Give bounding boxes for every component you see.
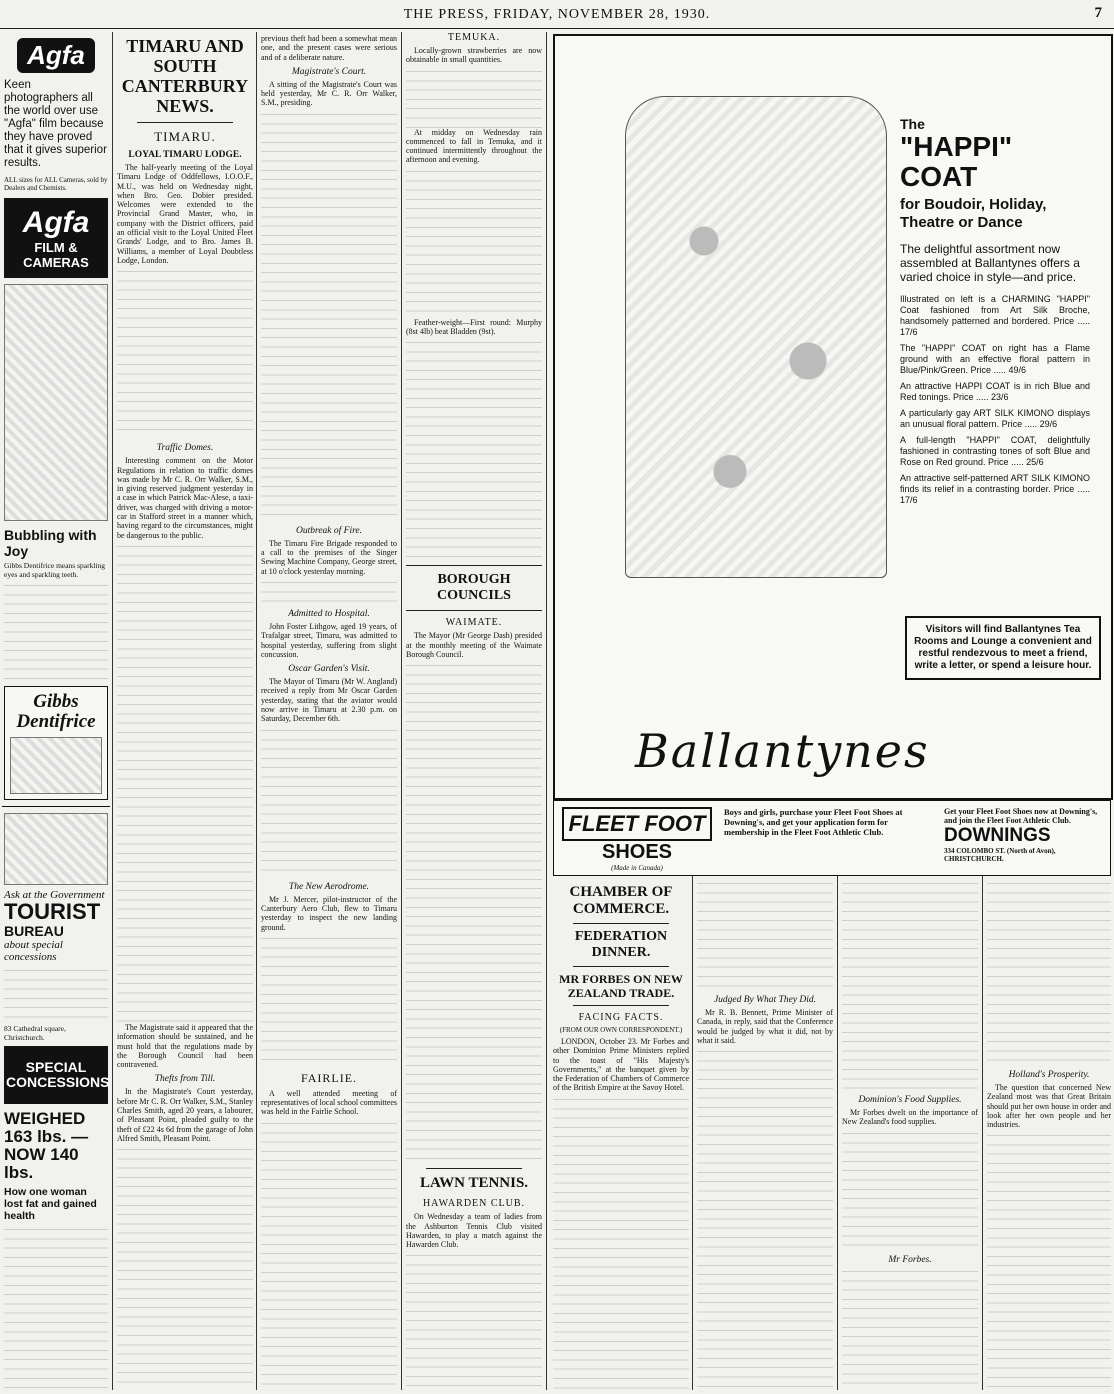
column-chamber-3: [842, 880, 978, 1390]
masthead-title: THE PRESS, FRIDAY, NOVEMBER 28, 1930.: [403, 7, 711, 22]
article-continued: [553, 1096, 689, 1390]
article-paragraph: The question that concerned New Zealand most was that Great Britain should put her own house in order and look after her own people and her industries.: [987, 1083, 1111, 1130]
tourist-body: [4, 967, 108, 1022]
happi-ad-copy: [900, 116, 1090, 511]
article-continued: [842, 1268, 978, 1390]
happi-item-5: A full-length "HAPPI" COAT, delightfully fashioned in contrasting tones of soft Blue and Rose on Red ground. Price ..... 25/6: [900, 435, 1090, 467]
gibbs-body: [4, 582, 108, 682]
chamber-heading: CHAMBER OF COMMERCE.: [569, 884, 673, 917]
column-chamber-4: [987, 880, 1111, 1390]
subhead-mr-forbes: Mr Forbes.: [888, 1254, 932, 1265]
article-paragraph: Mr Forbes dwelt on the importance of New Zealand's food supplies.: [842, 1108, 978, 1127]
column-rule: [546, 32, 547, 1390]
column-rule: [982, 810, 983, 1390]
article-paragraph: In the Magistrate's Court yesterday, before Mr C. R. Orr Walker, S.M., Stanley Charles Smith, aged 20 years, a labourer, of Pleasant Point, pleaded guilty to the theft of £22 4s 6d from the garage of John Alfred Smith, Pleasant Point.: [117, 1087, 253, 1143]
article-paragraph: On Wednesday a team of ladies from the Ashburton Tennis Club visited Hawarden, to play a match against the Hawarden Club.: [406, 1212, 542, 1250]
fleet-foot-logo: [562, 807, 712, 872]
column-rule: [112, 32, 113, 1390]
subhead-thefts: Thefts from Till.: [154, 1074, 216, 1085]
article-continued: [261, 1120, 397, 1390]
subhead-new-aerodrome: The New Aerodrome.: [288, 881, 370, 892]
article-continued: [697, 1048, 833, 1390]
downings-address: 334 COLOMBO ST. (North of Avon), CHRISTCHURCH.: [944, 847, 1056, 863]
tourist-heading: TOURIST: [4, 899, 101, 924]
tourist-sub: about special concessions: [4, 939, 63, 963]
article-paragraph: Locally-grown strawberries are now obtainable in small quantities.: [406, 46, 542, 65]
from-correspondent: (FROM OUR OWN CORRESPONDENT.): [559, 1026, 683, 1034]
shoes-text: SHOES: [601, 841, 673, 863]
article-continued: [261, 727, 397, 877]
left-ads-column: [2, 34, 110, 1390]
happi-the: The: [900, 116, 925, 132]
column-temuka: [406, 30, 542, 1390]
downings-name: DOWNINGS: [944, 825, 1051, 846]
happi-item-2: The "HAPPI" COAT on right has a Flame ground with an effective floral pattern in Blue/Pink/Green. Price ..... 49/6: [900, 343, 1090, 375]
article-paragraph: Mr J. Mercer, pilot-instructor of the Canterbury Aero Club, flew to Timaru yesterday to inspect the new landing ground.: [261, 894, 397, 932]
fleet-foot-ad: [553, 800, 1111, 876]
subhead-magistrates-court: Magistrate's Court.: [291, 66, 367, 77]
gibbs-logo: Gibbs Dentifrice: [16, 691, 96, 732]
article-paragraph: At midday on Wednesday rain commenced to fall in Temuka, and it continued intermittently throughout the afternoon and evening.: [406, 127, 542, 165]
section-timaru: TIMARU.: [154, 129, 216, 144]
article-continued: [117, 543, 253, 1023]
article-continued: [406, 68, 542, 128]
article-continued: [406, 168, 542, 318]
article-continued: [987, 880, 1111, 1065]
column-timaru: [117, 34, 253, 1390]
article-paragraph: Mr R. B. Bennett, Prime Minister of Canada, in reply, said that the Conference would be judged by what it did, not by what it said.: [697, 1008, 833, 1045]
headline-line2: CANTERBURY NEWS.: [121, 76, 249, 116]
agfa-logo: Agfa: [17, 38, 95, 73]
article-continued: [406, 662, 542, 1162]
article-continued: [261, 935, 397, 1065]
column-rule: [692, 810, 693, 1390]
article-paragraph: A well attended meeting of representatives of local school committees was held in the Fairlie School.: [261, 1088, 397, 1117]
page-number: 7: [1094, 5, 1102, 21]
subhead-oscar-garden: Oscar Garden's Visit.: [288, 664, 370, 675]
article-continued: [406, 339, 542, 559]
made-in-canada: (Made in Canada): [611, 864, 663, 872]
article-paragraph: A sitting of the Magistrate's Court was held yesterday, Mr C. R. Orr Walker, S.M., presiding.: [261, 79, 397, 108]
fleet-foot-middle: Boys and girls, purchase your Fleet Foot Shoes at Downing's, and get your application form for membership in the Fleet Foot Athletic Club.: [724, 807, 903, 837]
tourist-bureau: BUREAU: [4, 923, 64, 939]
gibbs-dentifrice-ad: [4, 686, 108, 800]
article-paragraph: The Magistrate said it appeared that the information should be sustained, and he must hold that the regulations made by the Borough Council had been contravened.: [117, 1022, 253, 1070]
agfa-small-text: ALL sizes for ALL Cameras, sold by Dealers and Chemists.: [4, 176, 108, 192]
column-rule: [401, 32, 402, 1390]
section-temuka: TEMUKA.: [447, 32, 501, 43]
article-continued: [406, 1252, 542, 1390]
article-continued: [117, 1146, 253, 1390]
article-paragraph: The Mayor of Timaru (Mr W. Angland) received a reply from Mr Oscar Garden yesterday, stating that the aviator would now arrive in Timaru at 2.30 p.m. on Saturday, December 6th.: [261, 677, 397, 724]
article-continued: [261, 579, 397, 604]
subhead-outbreak-fire: Outbreak of Fire.: [295, 525, 363, 536]
downings-block: [944, 807, 1102, 863]
happi-coat-illustration: [625, 96, 887, 578]
subhead-judged: Judged By What They Did.: [713, 995, 817, 1005]
forbes-heading: MR FORBES ON NEW ZEALAND TRADE.: [559, 972, 683, 1000]
lawn-tennis-heading: LAWN TENNIS.: [419, 1175, 529, 1192]
article-paragraph: Interesting comment on the Motor Regulations in relation to traffic domes was made by Mr C. R. Orr Walker, S.M., in giving reserved judgment yesterday in a case in which Patrick Mac-Alese, a taxi-driver, was charged with driving a motor-car in Stafford street in a manner which, having regard to the circumstances, might be dangerous to the public.: [117, 456, 253, 540]
article-paragraph: The half-yearly meeting of the Loyal Timaru Lodge of Oddfellows, I.O.O.F., M.U., was held on Wednesday night, when Bro. Geo. Dobier presided. Welcomes were extended to the Provincial Grand Master, who, in company with the District officers, paid an official visit to the Loyal United Fleet Grands' Lodge, and to Bro. James B. Williams, a member of Loyal Doubtless Lodge, London.: [117, 163, 253, 265]
ballantynes-signature: Ballantynes: [635, 724, 930, 778]
tourist-small: Ask at the Government: [4, 889, 105, 901]
section-waimate: WAIMATE.: [445, 617, 503, 629]
tourist-address: 83 Cathedral square, Christchurch.: [4, 1024, 66, 1042]
smiling-woman-illustration: [4, 284, 108, 521]
happi-intro: The delightful assortment now assembled at Ballantynes offers a varied choice in style—and price.: [900, 242, 1080, 284]
headline-line1: TIMARU AND SOUTH: [126, 36, 244, 76]
gibbs-headline: Bubbling with Joy: [4, 527, 97, 559]
article-continued: [697, 880, 833, 990]
article-paragraph: The Mayor (Mr George Dash) presided at the monthly meeting of the Waimate Borough Council.: [406, 631, 542, 659]
column-rule: [256, 32, 257, 1390]
gibbs-text: Gibbs Dentifrice means sparkling eyes and sparkling teeth.: [4, 561, 106, 579]
subhead-food-supplies: Dominion's Food Supplies.: [858, 1095, 962, 1105]
weighed-sub: How one woman lost fat and gained health: [4, 1186, 97, 1222]
article-paragraph: previous theft had been a somewhat mean one, and the present cases were serious and of a deliberate nature.: [261, 34, 397, 62]
agfa-text: Keen photographers all the world over use "Agfa" film because they have proved that it gives superior results.: [4, 79, 107, 169]
article-continued: [987, 1132, 1111, 1390]
happi-for: for Boudoir, Holiday, Theatre or Dance: [900, 196, 1047, 231]
column-chamber-2: [697, 880, 833, 1390]
subhead-hollands-prosperity: Holland's Prosperity.: [1008, 1070, 1090, 1080]
masthead: [0, 0, 1114, 29]
dentifrice-tins-illustration: [10, 737, 102, 794]
article-continued: [117, 268, 253, 438]
ballantynes-happi-coat-ad: [553, 34, 1113, 800]
happi-title: "HAPPI": [900, 131, 1013, 162]
happi-item-3: An attractive HAPPI COAT is in rich Blue and Red tonings. Price ..... 23/6: [900, 381, 1090, 402]
downings-top: Get your Fleet Foot Shoes now at Downing's, and join the Fleet Foot Athletic Club.: [944, 807, 1098, 825]
agfa-film-cameras: FILM & CAMERAS: [23, 240, 89, 270]
article-continued: [842, 1130, 978, 1250]
agfa-film-ad: [4, 198, 108, 278]
article-continued: [261, 111, 397, 521]
column-rule: [837, 810, 838, 1390]
kruschen-ad-body: [4, 1226, 108, 1390]
borough-councils-heading: BOROUGH COUNCILS: [406, 565, 542, 611]
subhead-loyal-lodge: LOYAL TIMARU LODGE.: [128, 150, 242, 160]
tourist-illustration: [4, 813, 108, 885]
happi-item-6: An attractive self-patterned ART SILK KIMONO finds its relief in a contrasting border. Price ..... 17/6: [900, 473, 1090, 505]
special-concessions-banner: SPECIAL CONCESSIONS: [4, 1046, 108, 1104]
subhead-hawarden: HAWARDEN CLUB.: [422, 1198, 526, 1210]
column-chamber: [553, 880, 689, 1390]
subhead-hospital: Admitted to Hospital.: [288, 608, 370, 619]
agfa-logo-2: Agfa: [22, 206, 90, 239]
happi-coat-word: COAT: [900, 161, 978, 192]
happi-item-4: A particularly gay ART SILK KIMONO displays an unusual floral pattern. Price ..... 29/6: [900, 408, 1090, 429]
visitors-box: Visitors will find Ballantynes Tea Rooms and Lounge a convenient and restful rendezvous to meet a friend, write a letter, or spend a leisure hour.: [905, 616, 1101, 680]
section-fairlie: FAIRLIE.: [300, 1070, 358, 1085]
happi-item-1: Illustrated on left is a CHARMING "HAPPI" Coat fashioned from Art Silk Broche, handsomely patterned and bordered. Price ..... 17/6: [900, 294, 1090, 337]
federation-heading: FEDERATION DINNER.: [574, 929, 668, 960]
facing-facts: FACING FACTS.: [578, 1012, 664, 1023]
column-timaru-continued: [261, 34, 397, 1390]
subhead-traffic-domes: Traffic Domes.: [156, 443, 214, 454]
article-paragraph: John Foster Lithgow, aged 19 years, of Trafalgar street, Timaru, was admitted to hospital yesterday, suffering from slight concussion.: [261, 621, 397, 659]
article-paragraph: Feather-weight—First round: Murphy (8st 4lb) beat Bladden (9st).: [406, 317, 542, 337]
fleet-foot-text: FLEET FOOT: [562, 807, 712, 841]
weighed-headline: WEIGHED 163 lbs. —NOW 140 lbs.: [4, 1109, 89, 1182]
article-continued: [842, 880, 978, 1090]
article-paragraph: The Timaru Fire Brigade responded to a call to the premises of the Singer Sewing Machine Company, George street, at 10 o'clock yesterday morning.: [261, 538, 397, 576]
article-paragraph: LONDON, October 23. Mr Forbes and other Dominion Prime Ministers replied to the toast of "His Majesty's Governments," at the banquet given by the Federation of Chambers of Commerce of the British Empire at the Savoy Hotel.: [553, 1037, 689, 1093]
